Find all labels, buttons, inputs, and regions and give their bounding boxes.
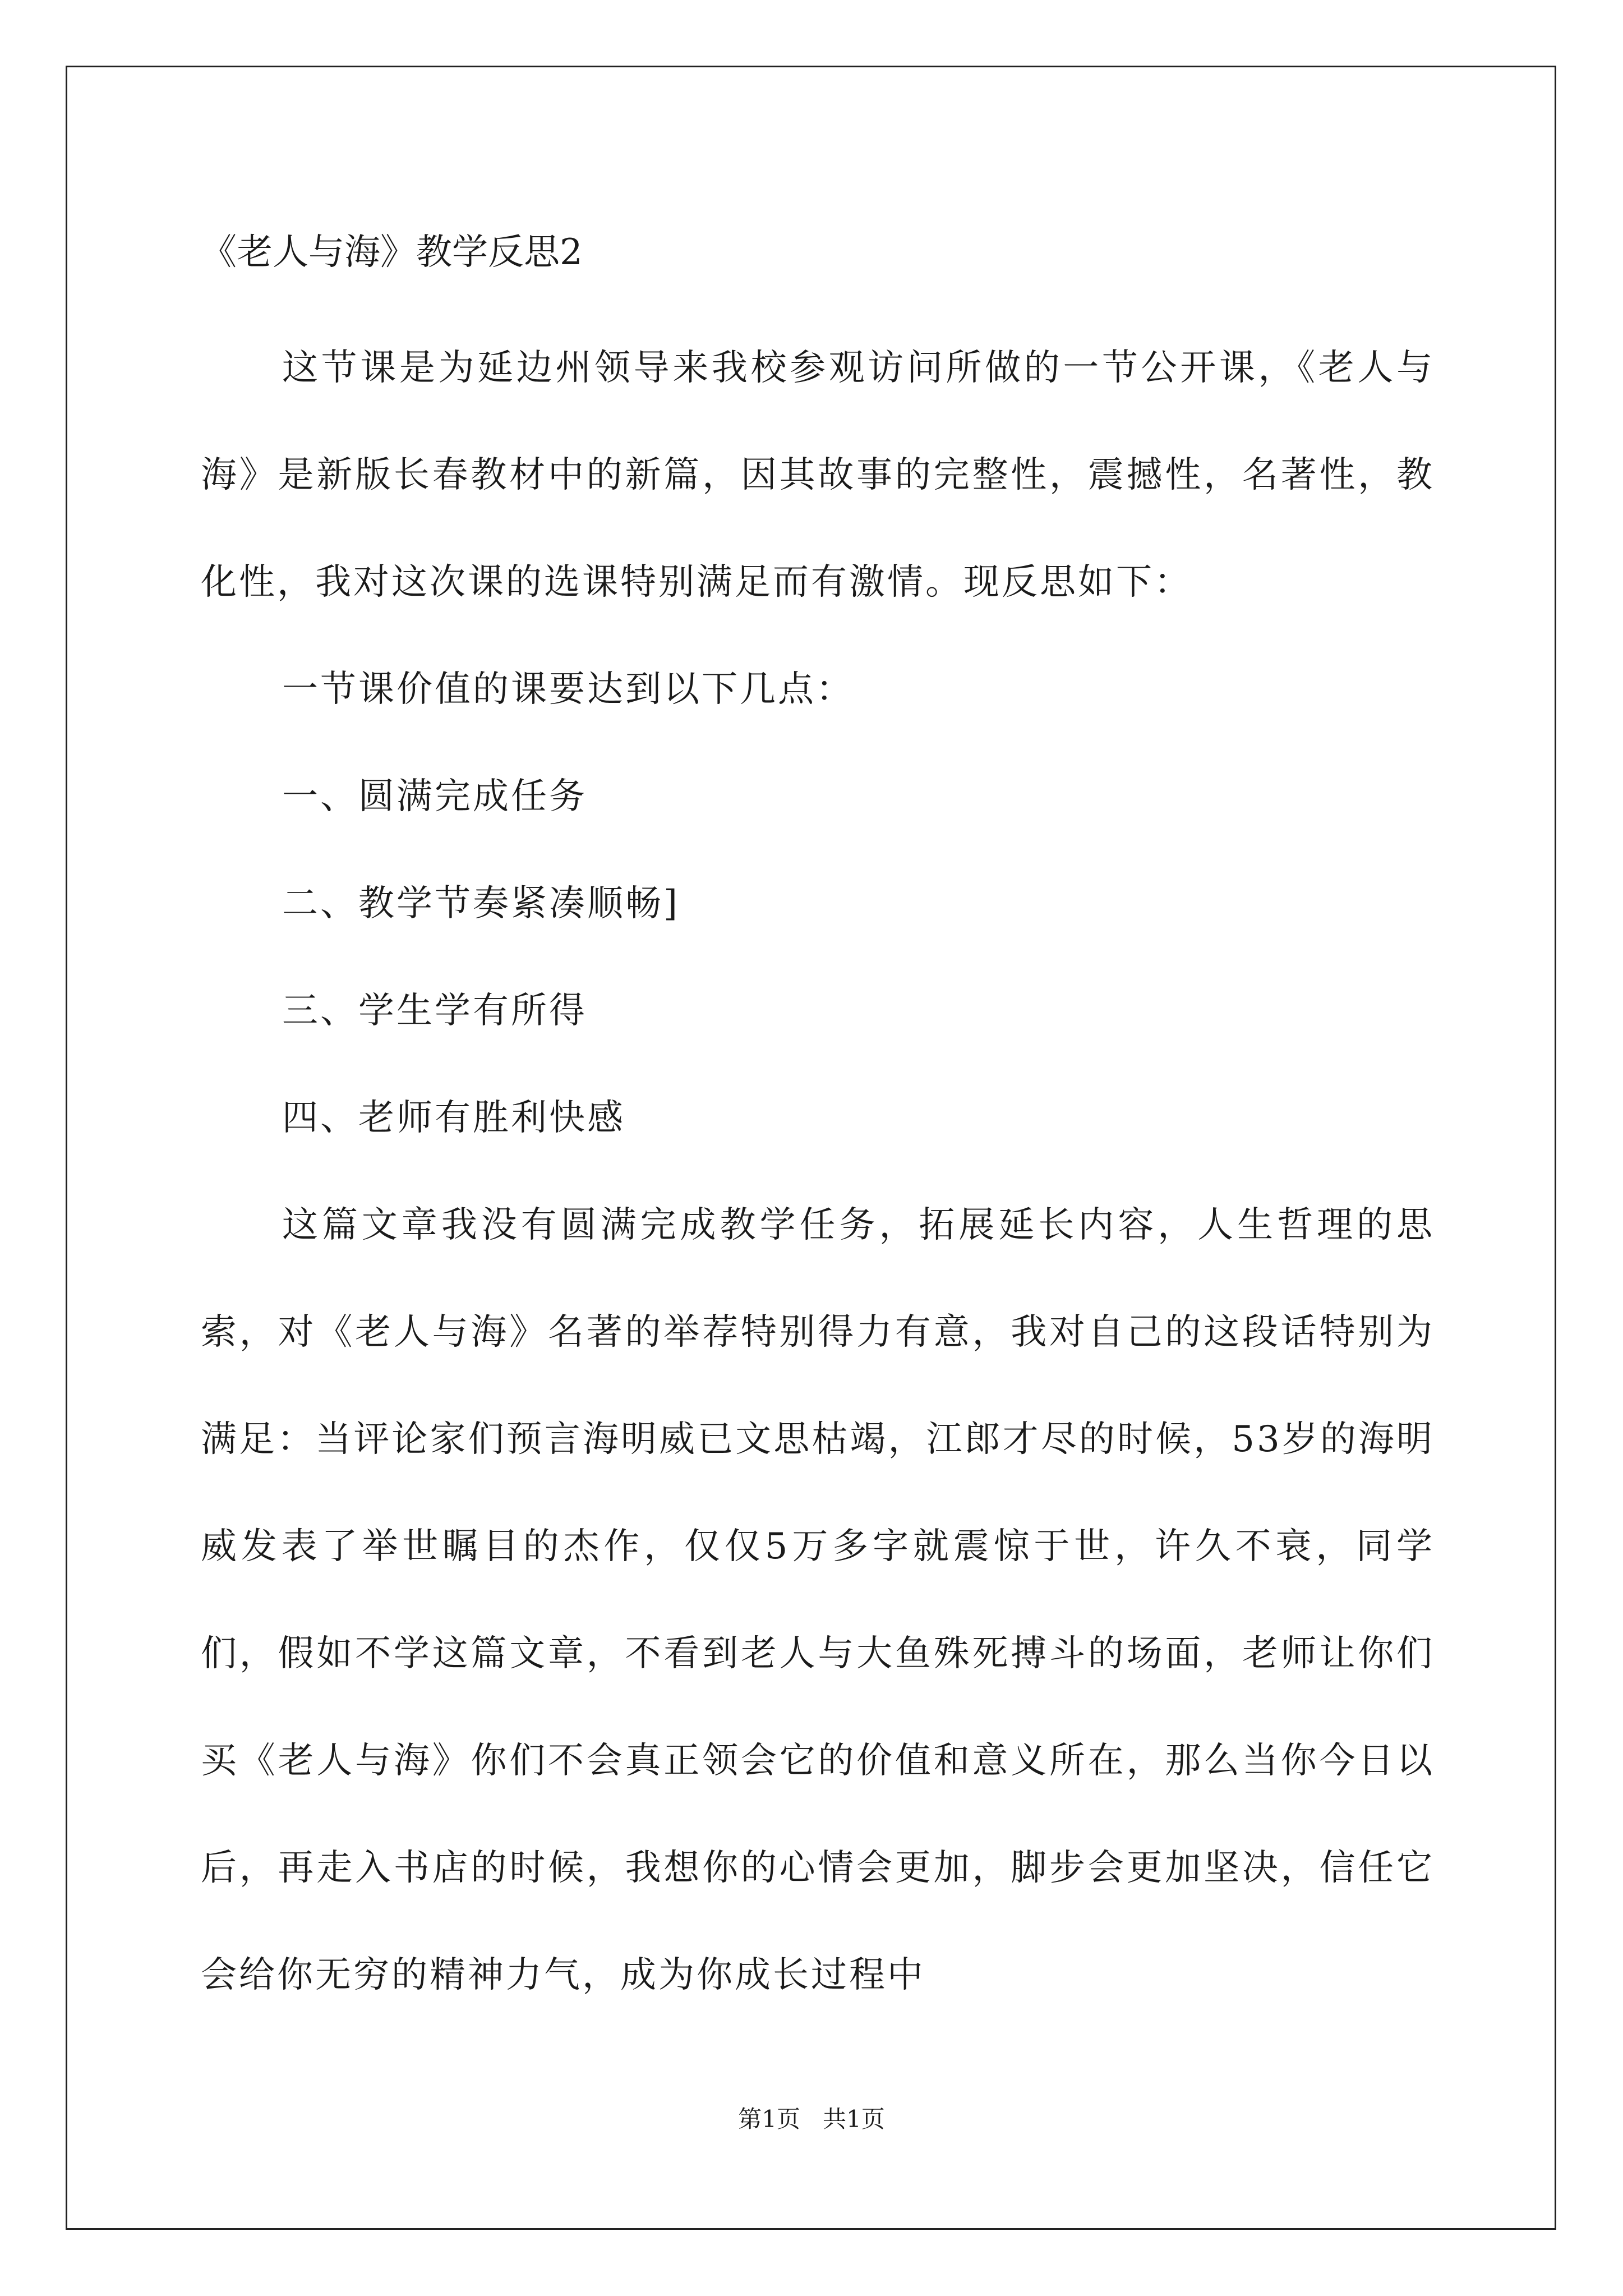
- intro-paragraph: 这节课是为延边州领导来我校参观访问所做的一节公开课，《老人与海》是新版长春教材中的新篇，因其故事的完整性，震撼性，名著性，教化性，我对这次课的选课特别满足而有激情。现反思如下：: [201, 347, 1435, 603]
- page-footer: [0, 2102, 1623, 2136]
- page-number-current: 第1页: [738, 2105, 800, 2133]
- list-item-3: 三、学生学有所得: [282, 990, 587, 1032]
- document-title: 《老人与海》教学反思2: [201, 232, 583, 273]
- list-item-4: 四、老师有胜利快感: [282, 1097, 625, 1139]
- body-paragraph: 这篇文章我没有圆满完成教学任务，拓展延长内容，人生哲理的思索，对《老人与海》名著的举荐特别得力有意，我对自己的这段话特别为满足：当评论家们预言海明威已文思枯竭，江郎才尽的时候，53岁的海明威发表了举世瞩目的杰作，仅仅5万多字就震惊于世，许久不衰，同学们，假如不学这篇文章，不看到老人与大鱼殊死搏斗的场面，老师让你们买《老人与海》你们不会真正领会它的价值和意义所在，那么当你今日以后，再走入书店的时候，我想你的心情会更加，脚步会更加坚决，信任它会给你无穷的精神力气，成为你成长过程中: [201, 1204, 1435, 1996]
- page-number-total: 共1页: [823, 2105, 885, 2133]
- points-intro: 一节课价值的课要达到以下几点：: [282, 669, 854, 710]
- document-body: [201, 208, 1435, 2029]
- list-item-1: 一、圆满完成任务: [282, 776, 587, 817]
- list-item-2: 二、教学节奏紧凑顺畅]: [282, 883, 680, 924]
